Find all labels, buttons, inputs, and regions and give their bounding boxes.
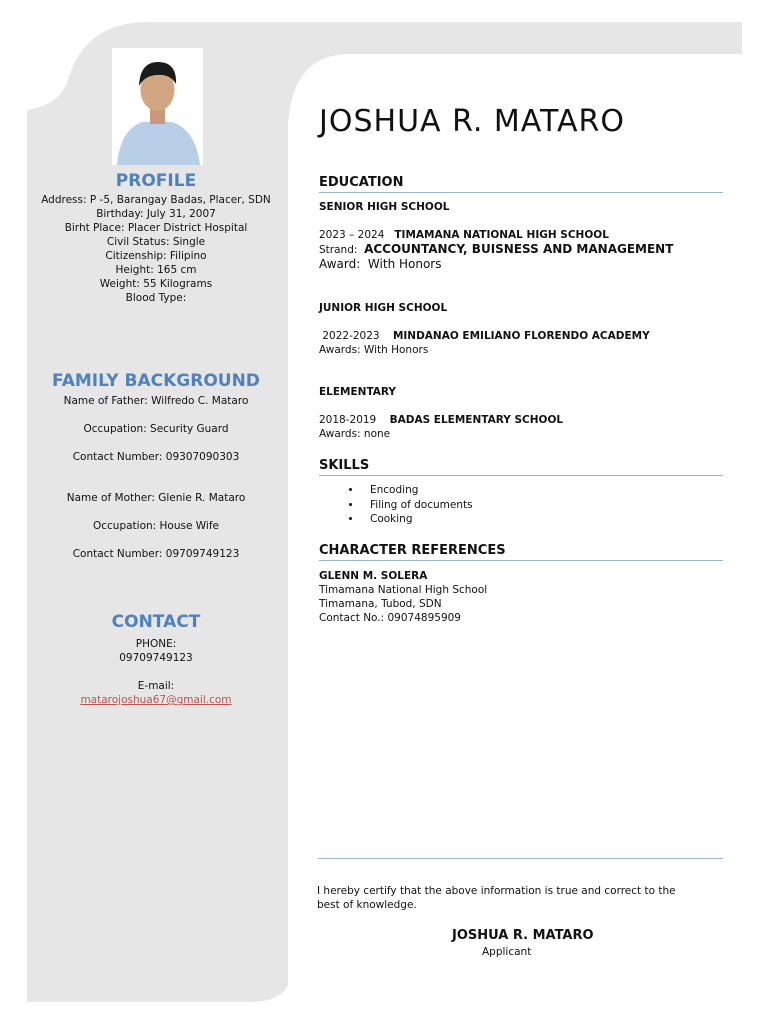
junior-awards: Awards: With Honors bbox=[319, 344, 429, 356]
mother-name: Name of Mother: Glenie R. Mataro bbox=[66, 492, 246, 504]
strand-label: Strand: bbox=[319, 244, 358, 256]
profile-weight: Weight: 55 Kilograms bbox=[99, 278, 213, 290]
senior-school: TIMAMANA NATIONAL HIGH SCHOOL bbox=[394, 229, 609, 241]
reference-address: Timamana, Tubod, SDN bbox=[319, 598, 442, 610]
profile-heading: PROFILE bbox=[115, 171, 197, 191]
profile-photo bbox=[112, 48, 203, 165]
signature-divider bbox=[318, 858, 723, 859]
signatory-name: JOSHUA R. MATARO bbox=[452, 928, 594, 943]
references-heading: CHARACTER REFERENCES bbox=[319, 543, 723, 561]
elementary-school: BADAS ELEMENTARY SCHOOL bbox=[389, 414, 564, 426]
phone-number: 09709749123 bbox=[119, 652, 193, 664]
elementary-label: ELEMENTARY bbox=[319, 386, 397, 398]
profile-height: Height: 165 cm bbox=[115, 264, 197, 276]
award-label: Award: bbox=[319, 257, 361, 271]
elementary-details bbox=[319, 413, 723, 441]
family-heading: FAMILY BACKGROUND bbox=[52, 371, 260, 391]
father-name: Name of Father: Wilfredo C. Mataro bbox=[63, 395, 249, 407]
reference-school: Timamana National High School bbox=[319, 584, 488, 596]
skills-list bbox=[319, 483, 723, 527]
elementary-years: 2018-2019 bbox=[319, 414, 377, 426]
mother-contact: Contact Number: 09709749123 bbox=[72, 548, 240, 560]
profile-section bbox=[40, 171, 272, 305]
reference-name: GLENN M. SOLERA bbox=[319, 570, 428, 582]
junior-high-label: JUNIOR HIGH SCHOOL bbox=[319, 302, 448, 314]
reference-contact: Contact No.: 09074895909 bbox=[319, 612, 461, 624]
father-occupation: Occupation: Security Guard bbox=[83, 423, 229, 435]
profile-citizenship: Citizenship: Filipino bbox=[105, 250, 207, 262]
skills-heading: SKILLS bbox=[319, 458, 723, 476]
strand-value: ACCOUNTANCY, BUISNESS AND MANAGEMENT bbox=[364, 242, 674, 256]
father-contact: Contact Number: 09307090303 bbox=[72, 451, 240, 463]
certification-text: I hereby certify that the above information is true and correct to the best of knowledge. bbox=[317, 885, 676, 911]
profile-address: Address: P -5, Barangay Badas, Placer, SDN bbox=[41, 194, 271, 206]
contact-heading: CONTACT bbox=[111, 612, 201, 632]
junior-school: MINDANAO EMILIANO FLORENDO ACADEMY bbox=[392, 330, 650, 342]
mother-occupation: Occupation: House Wife bbox=[92, 520, 220, 532]
junior-years: 2022-2023 bbox=[322, 330, 380, 342]
profile-birthday: Birthday: July 31, 2007 bbox=[96, 208, 216, 220]
junior-high-details bbox=[319, 329, 723, 357]
elementary-awards: Awards: none bbox=[319, 428, 391, 440]
profile-birthplace: Birht Place: Placer District Hospital bbox=[64, 222, 248, 234]
skill-item: • Filing of documents bbox=[362, 498, 723, 513]
signatory-role: Applicant bbox=[482, 946, 532, 958]
reference-details bbox=[319, 569, 723, 625]
award-value: With Honors bbox=[367, 257, 442, 271]
education-heading: EDUCATION bbox=[319, 175, 723, 193]
phone-label: PHONE: bbox=[135, 638, 177, 650]
senior-high-details bbox=[319, 228, 723, 271]
senior-years: 2023 – 2024 bbox=[319, 229, 385, 241]
email-label: E-mail: bbox=[137, 680, 175, 692]
email-link[interactable]: matarojoshua67@gmail.com bbox=[80, 694, 232, 706]
skill-item: • Encoding bbox=[362, 483, 723, 498]
contact-section bbox=[40, 612, 272, 707]
skill-item: • Cooking bbox=[362, 512, 723, 527]
profile-civil-status: Civil Status: Single bbox=[106, 236, 206, 248]
family-section bbox=[40, 371, 272, 561]
applicant-name: JOSHUA R. MATARO bbox=[319, 104, 625, 139]
senior-high-label: SENIOR HIGH SCHOOL bbox=[319, 201, 450, 213]
profile-blood-type: Blood Type: bbox=[125, 292, 187, 304]
